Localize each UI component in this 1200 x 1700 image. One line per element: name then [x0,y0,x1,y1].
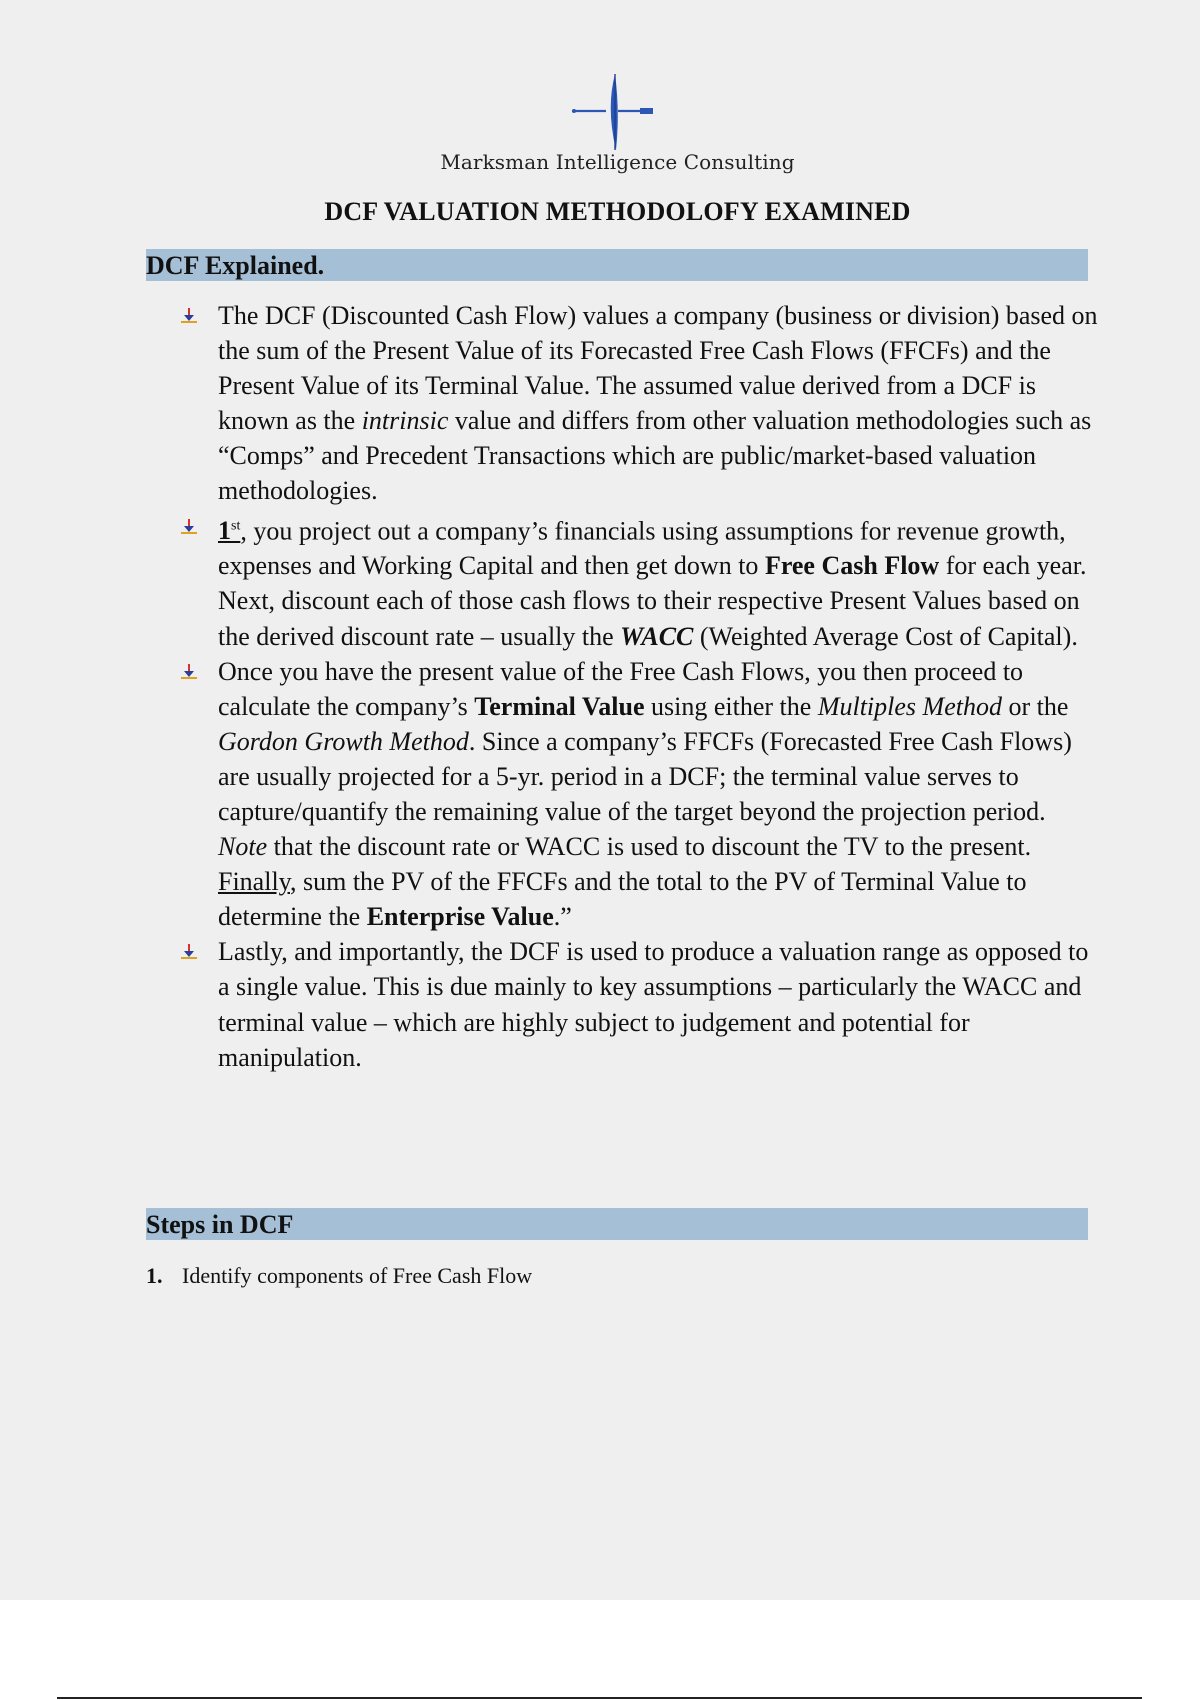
bold-text: Enterprise Value [366,902,554,932]
bullet-text: value and differs from other valuation methodologies such as “Comps” and Precedent Transactions which are public/market-based valuation methodologies. [218,406,1092,506]
step-text: Identify components of Free Cash Flow [182,1263,533,1288]
bullet-text: Once you have the present value of the Free Cash Flows, you then proceed to calculate the company’s [218,656,1024,721]
step-number: 1. [146,1263,163,1288]
list-item [180,654,1100,935]
emphasis-text: Multiples Method [817,691,1002,721]
bold-text: Terminal Value [474,691,645,721]
bullet-text: , you project out a company’s financials using assumptions for revenue growth, expenses and Working Capital and then get down to [218,516,1066,581]
dcf-explained-list [180,298,1100,1075]
bullet-text: The DCF (Discounted Cash Flow) values a company (business or division) based on the sum of the Present Value of its Forecasted Free Cash Flows (FFCFs) and the Present Value of its Terminal Value. The assumed value derived from a DCF is known as the [218,301,1098,436]
first-step-marker: 1st [218,516,241,546]
list-item [180,298,1100,509]
list-item [146,1261,532,1291]
section-heading-steps-in-dcf: Steps in DCF [146,1208,1088,1240]
bold-italic-text: WACC [620,621,694,651]
bullet-text: Lastly, and importantly, the DCF is used to produce a valuation range as opposed to a single value. This is due mainly to key assumptions – particularly the WACC and terminal value – which are highly subject to judgement and potential for manipulation. [218,937,1089,1072]
document-title: DCF VALUATION METHODOLOFY EXAMINED [324,197,911,226]
emphasis-text: Gordon Growth Method [218,726,469,756]
bullet-text: .” [553,902,572,932]
down-arrow-bullet-icon [180,307,198,325]
down-arrow-bullet-icon [180,518,198,536]
bullet-text: using either the [644,691,818,721]
bullet-text: . Since a company’s FFCFs (Forecasted Free Cash Flows) are usually projected for a 5-yr. period in a DCF; the terminal value serves to capture/quantify the remaining value of the target beyond the projection period. [218,726,1072,826]
list-item [180,509,1100,654]
bullet-text: that the discount rate or WACC is used to discount the TV to the present. [267,832,1032,862]
bullet-text: for each year. Next, discount each of those cash flows to their respective Present Values based on the derived discount rate – usually the [218,551,1087,651]
footer-divider [57,1697,1142,1699]
down-arrow-bullet-icon [180,943,198,961]
steps-list [146,1261,532,1291]
bullet-text: (Weighted Average Cost of Capital). [693,621,1078,651]
company-name: Marksman Intelligence Consulting [440,150,795,174]
emphasis-text: Note [218,832,268,862]
underlined-text: Finally [218,867,290,897]
bullet-text: , sum the PV of the FFCFs and the total to the PV of Terminal Value to determine the [218,867,1027,932]
section-heading-dcf-explained: DCF Explained. [146,249,1088,281]
down-arrow-bullet-icon [180,663,198,681]
bullet-text: or the [1001,691,1069,721]
list-item [180,934,1100,1074]
bow-and-arrow-icon [560,68,680,156]
bold-text: Free Cash Flow [764,551,940,581]
emphasis-text: intrinsic [361,406,449,436]
